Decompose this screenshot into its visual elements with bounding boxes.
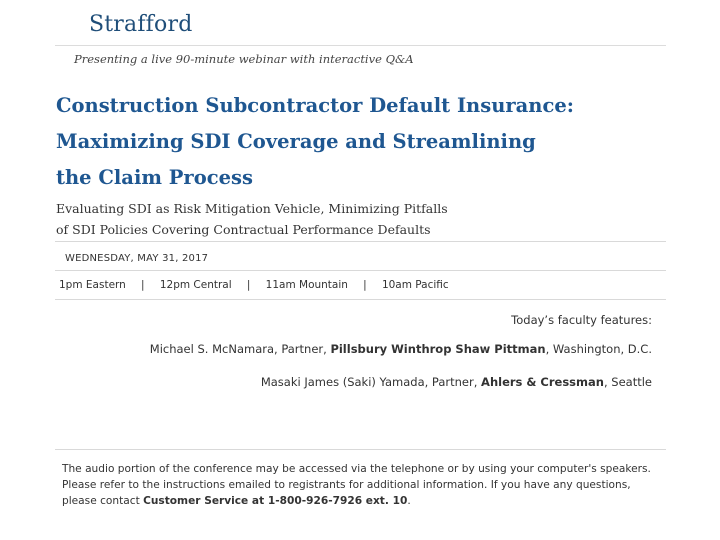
- subtitle-line: Evaluating SDI as Risk Mitigation Vehicle, Minimizing Pitfalls: [56, 201, 448, 216]
- divider: [55, 270, 666, 271]
- faculty-member: [261, 375, 652, 389]
- divider: [55, 449, 666, 450]
- strafford-logo: Strafford: [89, 12, 193, 37]
- faculty-name: Masaki James (Saki) Yamada, Partner,: [260, 375, 482, 389]
- webinar-title: [56, 88, 676, 196]
- event-date: WEDNESDAY, MAY 31, 2017: [65, 253, 209, 264]
- time-separator: |: [246, 279, 251, 291]
- notice-text: The audio portion of the conference may be accessed via the telephone or by using your computer's speakers. Please refer to the instructions emailed to registrants for additional information. If you have any questions, please contact: [62, 463, 651, 507]
- faculty-firm: Pillsbury Winthrop Shaw Pittman: [330, 342, 546, 356]
- time-mountain: 11am Mountain: [265, 279, 348, 291]
- title-line: the Claim Process: [56, 166, 253, 189]
- faculty-firm: Ahlers & Cressman: [481, 375, 604, 389]
- header-divider: [55, 45, 666, 46]
- audio-notice: [62, 461, 662, 509]
- customer-service-contact: Customer Service at 1-800-926-7926 ext. 10: [143, 495, 408, 507]
- faculty-location: , Washington, D.C.: [545, 342, 652, 356]
- faculty-member: [150, 342, 652, 356]
- divider: [55, 241, 666, 242]
- title-line: Construction Subcontractor Default Insurance:: [56, 94, 574, 117]
- webinar-subtitle: [56, 198, 676, 240]
- divider: [55, 299, 666, 300]
- faculty-name: Michael S. McNamara, Partner,: [149, 342, 331, 356]
- time-eastern: 1pm Eastern: [59, 279, 126, 291]
- faculty-heading: Today’s faculty features:: [511, 313, 652, 327]
- faculty-location: , Seattle: [603, 375, 652, 389]
- notice-end: .: [407, 495, 411, 507]
- time-pacific: 10am Pacific: [381, 279, 449, 291]
- time-separator: |: [141, 279, 145, 291]
- tagline: Presenting a live 90-minute webinar with interactive Q&A: [74, 52, 414, 66]
- event-times: [59, 279, 449, 291]
- time-separator: |: [363, 279, 367, 291]
- time-central: 12pm Central: [159, 279, 232, 291]
- title-line: Maximizing SDI Coverage and Streamlining: [56, 130, 536, 153]
- subtitle-line: of SDI Policies Covering Contractual Performance Defaults: [56, 222, 431, 237]
